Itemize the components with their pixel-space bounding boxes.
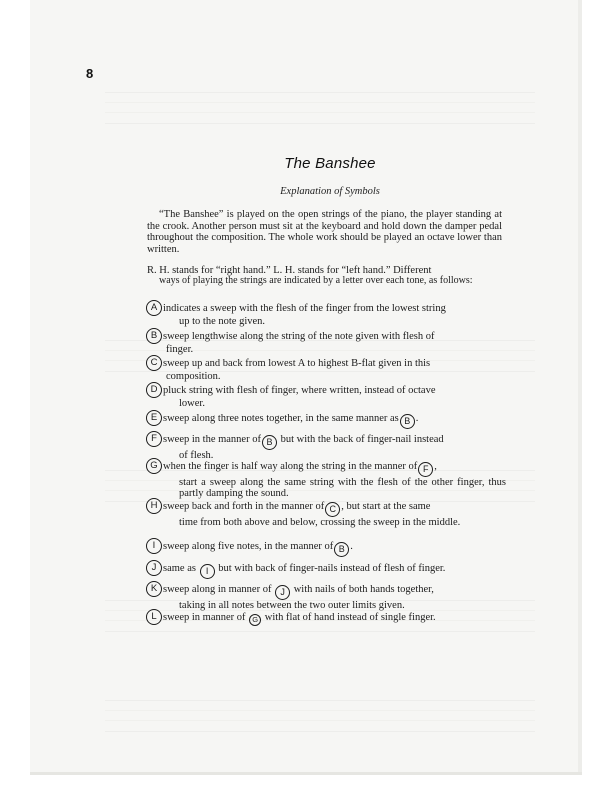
symbol-description: pluck string with flesh of finger, where written, instead of octave <box>163 385 436 396</box>
symbol-description-end: , but start at the same <box>341 501 431 512</box>
symbol-entry-k <box>146 584 506 611</box>
symbol-description-cont: start a sweep along the same string with the flesh of the other finger, thus partly damping the sound. <box>179 477 506 500</box>
symbol-description-end: with nails of both hands together, <box>293 584 434 595</box>
lead-paragraph <box>147 265 502 287</box>
symbol-description: same as <box>163 563 196 574</box>
symbol-entry-e <box>146 413 506 429</box>
symbol-description: sweep along in manner of <box>163 584 272 595</box>
paper-edge-right <box>578 0 582 775</box>
intro-paragraph: “The Banshee” is played on the open strings of the piano, the player standing at the crook. Another person must sit at the keyboard and hold down the damper pedal throughout the composition. The whole work should be played an octave lower than written. <box>147 209 502 256</box>
symbol-entry-g <box>146 461 506 500</box>
symbol-entry-l <box>146 612 506 626</box>
symbol-entry-f <box>146 434 506 461</box>
symbol-entry-c <box>146 358 506 382</box>
symbol-description-cont: taking in all notes between the two outer limits given. <box>179 600 405 611</box>
symbol-badge: C <box>146 355 162 371</box>
symbol-entry-b <box>146 331 506 355</box>
symbol-reference-badge: J <box>275 585 290 600</box>
page-title: The Banshee <box>284 155 376 172</box>
symbol-reference-badge: B <box>334 542 349 557</box>
symbol-description-cont: up to the note given. <box>179 316 266 327</box>
symbol-description-cont: lower. <box>179 398 205 409</box>
symbol-reference-badge: C <box>325 502 340 517</box>
symbol-description-end: but with back of finger-nails instead of flesh of finger. <box>218 563 446 574</box>
symbol-badge: J <box>146 560 162 576</box>
symbol-badge: G <box>146 458 162 474</box>
symbol-badge: K <box>146 581 162 597</box>
symbol-badge: E <box>146 410 162 426</box>
symbol-entry-d <box>146 385 506 409</box>
section-subtitle: Explanation of Symbols <box>280 186 380 197</box>
paper-edge-bottom <box>30 772 582 775</box>
symbol-description: sweep in manner of <box>163 612 246 623</box>
symbol-description: sweep along five notes, in the manner of <box>163 541 334 552</box>
symbol-description-cont: composition. <box>166 371 221 382</box>
symbol-description: sweep back and forth in the manner of <box>163 501 325 512</box>
symbol-description: sweep in the manner of <box>163 434 261 445</box>
symbol-description-end: , <box>434 461 437 472</box>
symbol-badge: L <box>146 609 162 625</box>
symbol-entry-h <box>146 501 506 528</box>
symbol-reference-badge: F <box>418 462 433 477</box>
symbol-badge: H <box>146 498 162 514</box>
symbol-description-end: . <box>350 541 353 552</box>
lead-rest: ways of playing the strings are indicated by a letter over each tone, as follows: <box>159 275 473 287</box>
lead-first-line: R. H. stands for “right hand.” L. H. stands for “left hand.” Different <box>147 265 432 276</box>
symbol-reference-badge: I <box>200 564 215 579</box>
page-number: 8 <box>86 66 94 81</box>
show-through-staff <box>105 92 535 124</box>
symbol-description: sweep up and back from lowest A to highest B-flat given in this <box>163 358 431 369</box>
symbol-description: sweep along three notes together, in the same manner as <box>163 413 399 424</box>
symbol-badge: B <box>146 328 162 344</box>
symbol-badge: I <box>146 538 162 554</box>
symbol-description-end: with flat of hand instead of single finger. <box>264 612 436 623</box>
symbol-description: when the finger is half way along the string in the manner of <box>163 461 418 472</box>
symbol-description-cont: of flesh. <box>179 450 214 461</box>
symbol-entry-a <box>146 303 506 327</box>
symbol-description: indicates a sweep with the flesh of the finger from the lowest string <box>163 303 446 314</box>
symbol-reference-badge: G <box>249 614 261 626</box>
symbol-badge: F <box>146 431 162 447</box>
symbol-description-end: but with the back of finger-nail instead <box>280 434 444 445</box>
symbol-reference-badge: B <box>400 414 415 429</box>
symbol-reference-badge: B <box>262 435 277 450</box>
symbol-badge: A <box>146 300 162 316</box>
symbol-description-cont: finger. <box>166 344 194 355</box>
symbol-entry-j <box>146 563 506 579</box>
symbol-description-cont: time from both above and below, crossing the sweep in the middle. <box>179 517 461 528</box>
symbol-description-end: . <box>415 413 419 424</box>
symbol-description: sweep lengthwise along the string of the note given with flesh of <box>163 331 435 342</box>
show-through-staff <box>105 700 535 732</box>
symbol-badge: D <box>146 382 162 398</box>
symbol-entry-i <box>146 541 506 557</box>
